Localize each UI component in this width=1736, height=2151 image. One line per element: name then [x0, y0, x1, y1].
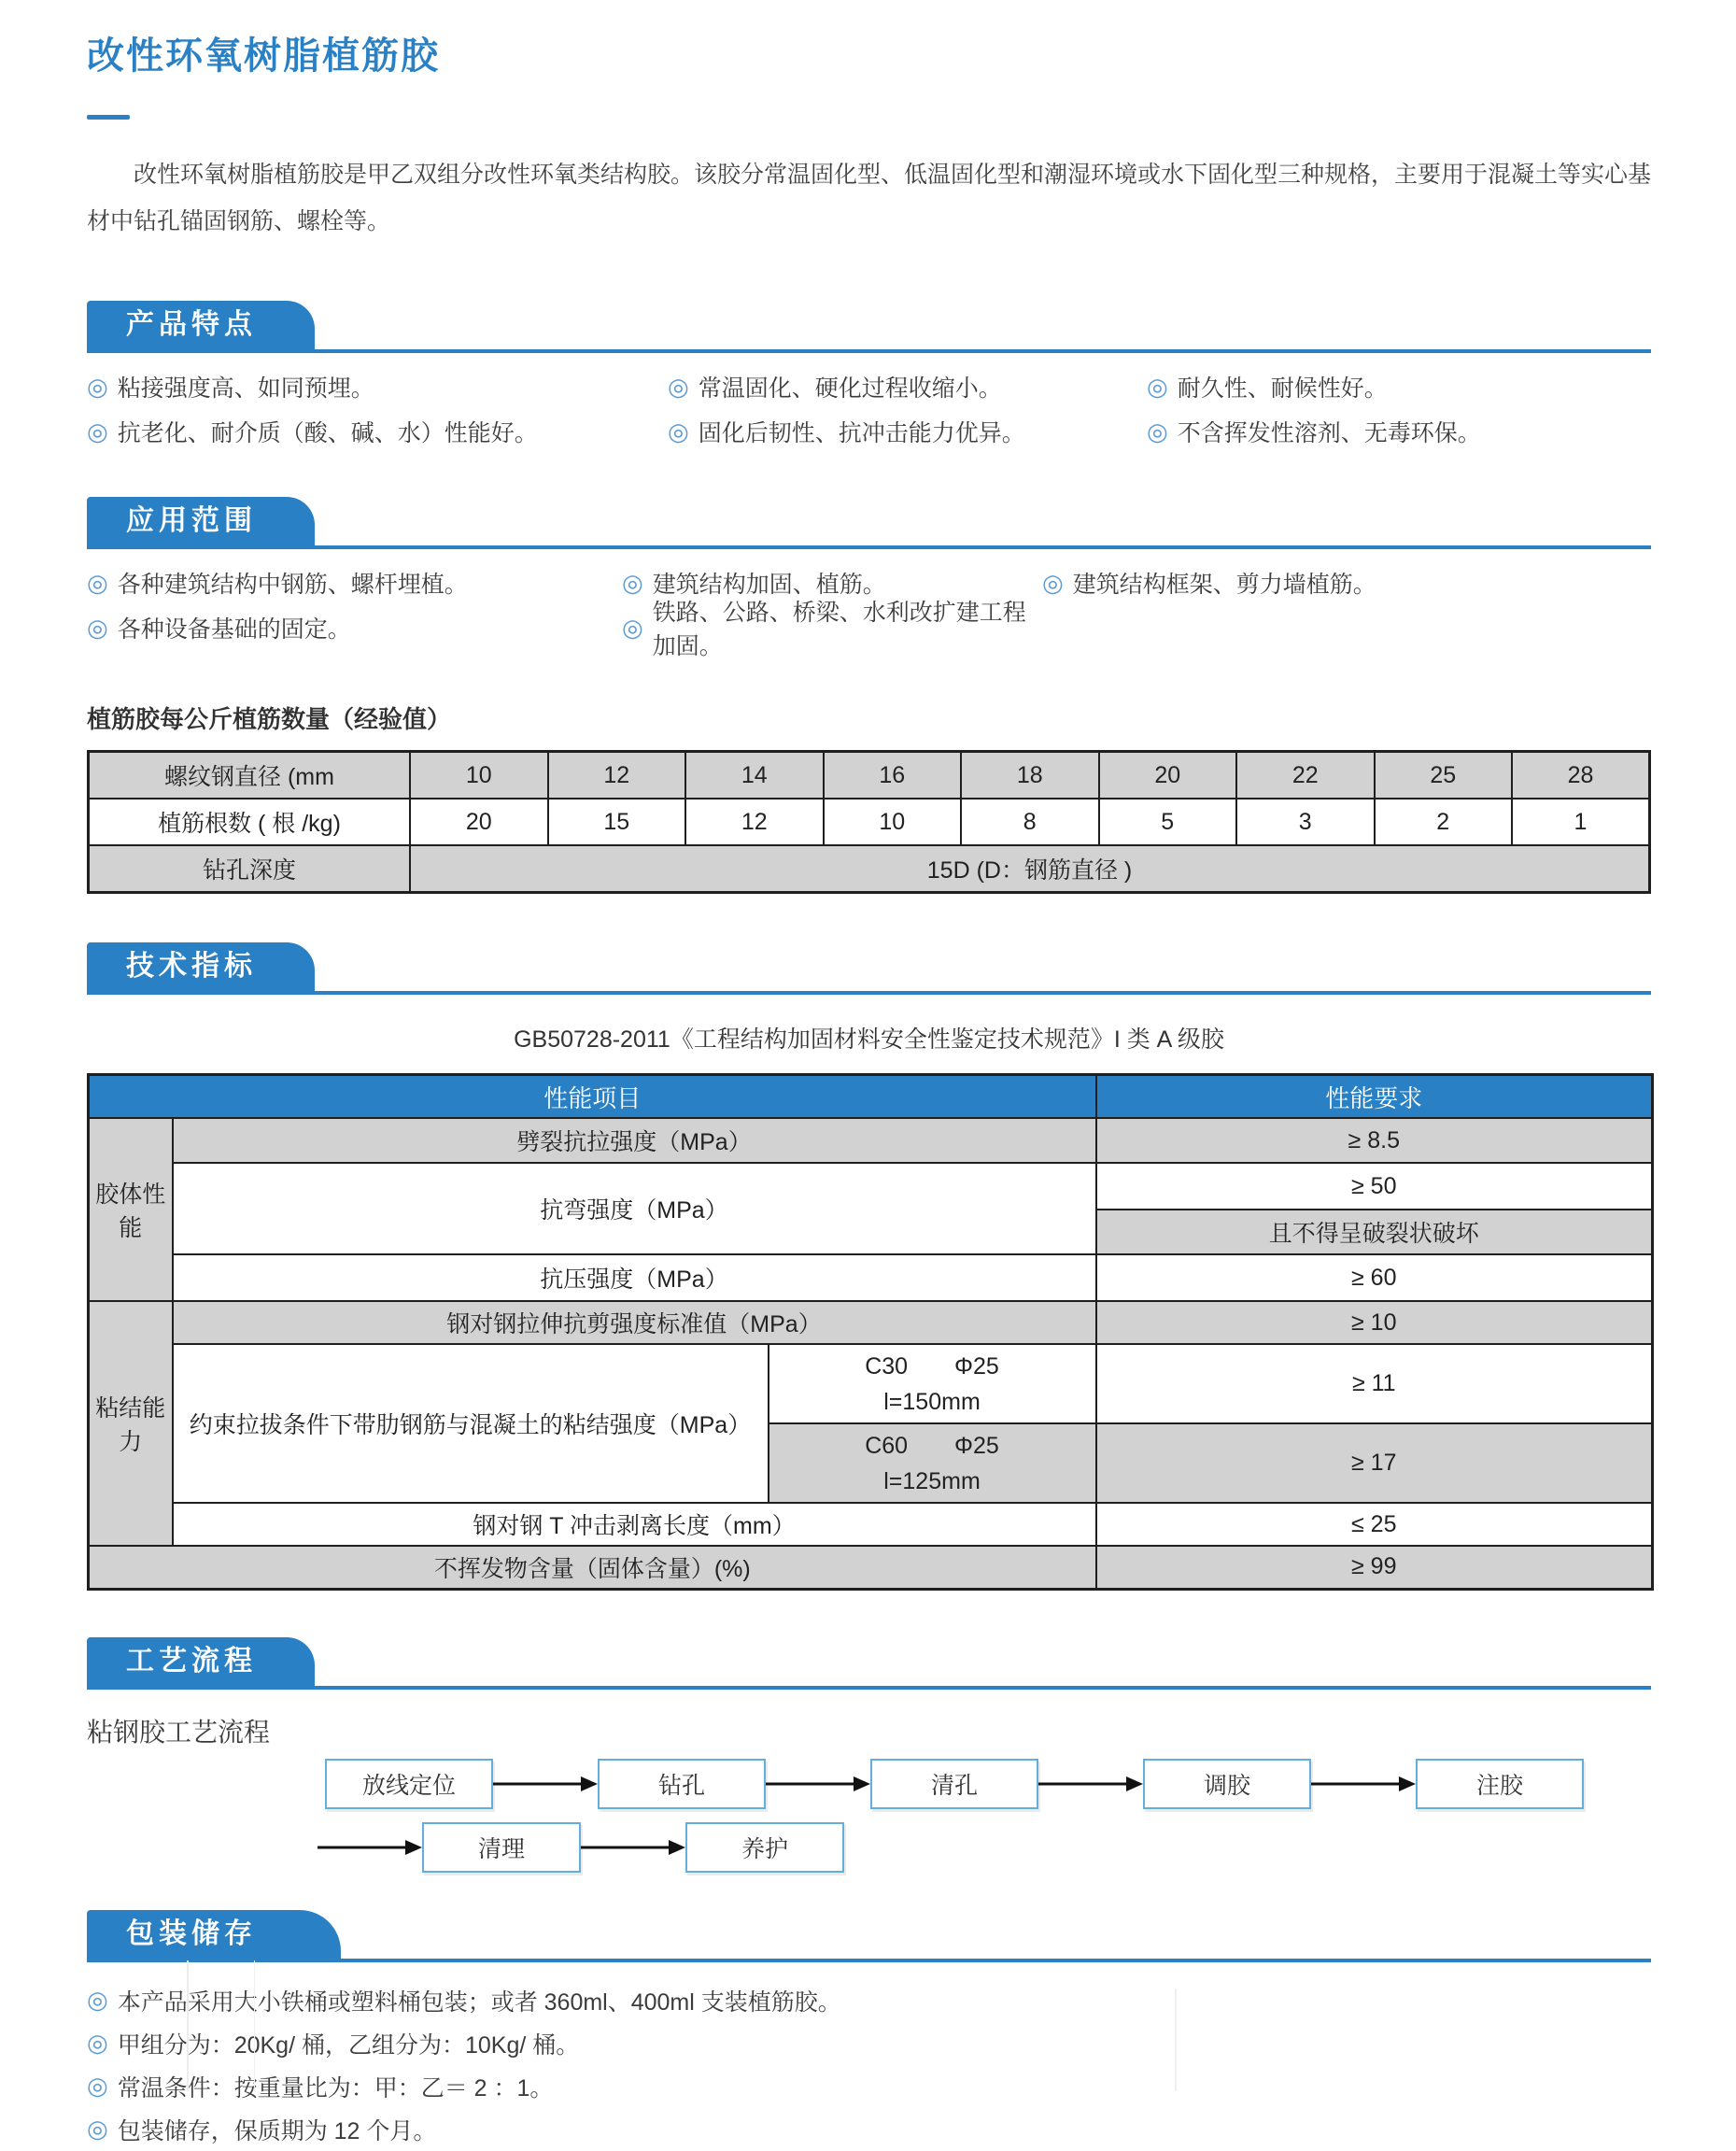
- section-tech-header: [87, 942, 1651, 995]
- application-text: 建筑结构框架、剪力墙植筋。: [1072, 572, 1376, 598]
- row-label-cell: 植筋根数 ( 根 /kg): [89, 799, 411, 845]
- list-item: [87, 1979, 1651, 2022]
- property-cell: 不挥发物含量（固体含量）(%): [89, 1546, 1096, 1589]
- diameter-cell: 20: [1099, 752, 1237, 800]
- standard-note: GB50728-2011《工程结构加固材料安全性鉴定技术规范》I 类 A 级胶: [514, 1026, 1224, 1053]
- tech-spec-table: [87, 1073, 1654, 1591]
- list-item: [87, 2022, 1651, 2065]
- list-item: [1147, 409, 1651, 454]
- bullseye-icon: ◎: [87, 372, 108, 401]
- intro-paragraph: 改性环氧树脂植筋胶是甲乙双组分改性环氧类结构胶。该胶分常温固化型、低温固化型和潮湿环境或水下固化型三种规格，主要用于混凝土等实心基材中钻孔锚固钢筋、螺栓等。: [87, 162, 1652, 234]
- header-req-cell: 性能要求: [1096, 1075, 1653, 1119]
- table-row: [89, 1118, 1653, 1163]
- bullseye-icon: ◎: [87, 613, 108, 642]
- feature-text: 固化后韧性、抗冲击能力优异。: [698, 420, 1025, 446]
- requirement-cell: ≥ 99: [1096, 1546, 1653, 1589]
- right-arrow-icon: [318, 1837, 422, 1858]
- list-item: [668, 409, 1147, 454]
- bullseye-icon: ◎: [87, 568, 108, 597]
- bullseye-icon: ◎: [87, 2115, 108, 2143]
- table-row: [89, 1344, 1653, 1423]
- flow-step-box: 养护: [685, 1822, 844, 1873]
- bullseye-icon: ◎: [87, 2072, 108, 2100]
- application-text: 建筑结构加固、植筋。: [652, 572, 886, 598]
- bullseye-icon: ◎: [622, 613, 643, 642]
- process-flow-row-1: [325, 1759, 1651, 1809]
- section-packaging-header: [87, 1910, 1651, 1962]
- application-text: 各种设备基础的固定。: [117, 616, 351, 643]
- bullseye-icon: ◎: [87, 2029, 108, 2057]
- bullseye-icon: ◎: [87, 417, 108, 446]
- flow-step-box: 清理: [422, 1822, 581, 1873]
- bullseye-icon: ◎: [668, 417, 689, 446]
- flow-step-box: 放线定位: [325, 1759, 493, 1809]
- list-item: [87, 2108, 1651, 2151]
- tech-badge: 技术指标: [87, 942, 315, 991]
- list-item: [668, 364, 1147, 409]
- title-dash-decoration: [87, 115, 130, 120]
- drill-depth-cell: 15D (D：钢筋直径 ): [410, 845, 1650, 893]
- condition-cell: [769, 1344, 1096, 1423]
- application-text: 铁路、公路、桥梁、水利改扩建工程加固。: [652, 600, 1026, 659]
- feature-text: 不含挥发性溶剂、无毒环保。: [1177, 420, 1481, 446]
- count-cell: 12: [685, 799, 824, 845]
- list-item: [87, 560, 622, 605]
- condition-cell: [769, 1423, 1096, 1503]
- table-row: [89, 752, 1650, 800]
- table-row: [89, 1254, 1653, 1301]
- process-flow-row-2: [318, 1822, 1651, 1873]
- requirement-cell: ≥ 50: [1096, 1163, 1653, 1210]
- feature-text: 常温固化、硬化过程收缩小。: [698, 375, 1002, 402]
- diameter-cell: 25: [1375, 752, 1513, 800]
- requirement-cell: ≥ 11: [1096, 1344, 1653, 1423]
- bullseye-icon: ◎: [87, 1986, 108, 2014]
- feature-text: 粘接强度高、如同预埋。: [117, 375, 374, 402]
- count-cell: 8: [961, 799, 1099, 845]
- features-list: [87, 364, 1651, 454]
- count-cell: 1: [1512, 799, 1650, 845]
- list-item: [1147, 364, 1651, 409]
- bullseye-icon: ◎: [622, 568, 643, 597]
- list-item: [87, 2065, 1651, 2108]
- condition-line: C60 Φ25: [865, 1432, 999, 1459]
- section-process-header: [87, 1637, 1651, 1690]
- group-cell: 胶体性能: [89, 1118, 173, 1301]
- rebar-table-title: 植筋胶每公斤植筋数量（经验值）: [87, 705, 452, 733]
- packaging-text: 甲组分为：20Kg/ 桶，乙组分为：10Kg/ 桶。: [117, 2031, 580, 2059]
- flow-step-box: 调胶: [1143, 1759, 1311, 1809]
- row-label-cell: 螺纹钢直径 (mm: [89, 752, 411, 800]
- list-item: [1042, 560, 1651, 605]
- page-title: 改性环氧树脂植筋胶: [87, 35, 440, 77]
- list-item: [87, 605, 622, 650]
- process-subtitle: 粘钢胶工艺流程: [87, 1717, 271, 1747]
- requirement-cell: ≥ 10: [1096, 1301, 1653, 1344]
- list-item: [622, 600, 1042, 659]
- property-cell: 劈裂抗拉强度（MPa）: [173, 1118, 1096, 1163]
- count-cell: 20: [410, 799, 548, 845]
- count-cell: 5: [1099, 799, 1237, 845]
- requirement-cell: ≥ 8.5: [1096, 1118, 1653, 1163]
- right-arrow-icon: [493, 1774, 598, 1794]
- bullseye-icon: ◎: [1147, 417, 1168, 446]
- group-cell: 粘结能力: [89, 1301, 173, 1546]
- bullseye-icon: ◎: [1147, 372, 1168, 401]
- count-cell: 3: [1236, 799, 1375, 845]
- flow-step-box: 注胶: [1416, 1759, 1584, 1809]
- diameter-cell: 12: [548, 752, 686, 800]
- section-applications-header: [87, 497, 1651, 549]
- condition-line: l=150mm: [883, 1388, 981, 1415]
- flow-step-box: 钻孔: [598, 1759, 766, 1809]
- feature-text: 耐久性、耐候性好。: [1177, 375, 1388, 402]
- diameter-cell: 28: [1512, 752, 1650, 800]
- diameter-cell: 16: [824, 752, 962, 800]
- right-arrow-icon: [1311, 1774, 1416, 1794]
- requirement-cell: ≥ 60: [1096, 1254, 1653, 1301]
- packaging-text: 包装储存，保质期为 12 个月。: [117, 2117, 437, 2144]
- list-item: [87, 364, 668, 409]
- property-cell: 钢对钢 T 冲击剥离长度（mm）: [173, 1503, 1096, 1546]
- rebar-count-table: [87, 750, 1651, 894]
- packaging-text: 常温条件：按重量比为：甲：乙＝ 2 ：1。: [117, 2074, 554, 2101]
- section-features-header: [87, 301, 1651, 353]
- table-header-row: [89, 1075, 1653, 1119]
- count-cell: 10: [824, 799, 962, 845]
- requirement-cell: 且不得呈破裂状破坏: [1096, 1210, 1653, 1254]
- table-row: [89, 1163, 1653, 1210]
- applications-list: [87, 560, 1651, 659]
- process-badge: 工艺流程: [87, 1637, 315, 1686]
- packaging-badge: 包装储存: [87, 1910, 341, 1959]
- flow-step-box: 清孔: [870, 1759, 1038, 1809]
- diameter-cell: 10: [410, 752, 548, 800]
- requirement-cell: ≤ 25: [1096, 1503, 1653, 1546]
- property-cell: 抗压强度（MPa）: [173, 1254, 1096, 1301]
- count-cell: 15: [548, 799, 686, 845]
- property-cell: 约束拉拔条件下带肋钢筋与混凝土的粘结强度（MPa）: [173, 1344, 769, 1503]
- right-arrow-icon: [1038, 1774, 1143, 1794]
- list-item: [87, 409, 668, 454]
- table-row: [89, 845, 1650, 893]
- applications-badge: 应用范围: [87, 497, 315, 545]
- header-item-cell: 性能项目: [89, 1075, 1096, 1119]
- bullseye-icon: ◎: [1042, 568, 1064, 597]
- datasheet-page: [0, 26, 1736, 2144]
- table-row: [89, 1546, 1653, 1589]
- right-arrow-icon: [581, 1837, 685, 1858]
- row-label-cell: 钻孔深度: [89, 845, 411, 893]
- application-text: 各种建筑结构中钢筋、螺杆埋植。: [117, 572, 468, 598]
- features-badge: 产品特点: [87, 301, 315, 349]
- table-row: [89, 1301, 1653, 1344]
- count-cell: 2: [1375, 799, 1513, 845]
- right-arrow-icon: [766, 1774, 870, 1794]
- table-row: [89, 1503, 1653, 1546]
- property-cell: 抗弯强度（MPa）: [173, 1163, 1096, 1254]
- table-row: [89, 799, 1650, 845]
- packaging-list: [87, 1979, 1651, 2151]
- condition-line: C30 Φ25: [865, 1352, 999, 1380]
- property-cell: 钢对钢拉伸抗剪强度标准值（MPa）: [173, 1301, 1096, 1344]
- requirement-cell: ≥ 17: [1096, 1423, 1653, 1503]
- diameter-cell: 18: [961, 752, 1099, 800]
- feature-text: 抗老化、耐介质（酸、碱、水）性能好。: [117, 420, 538, 446]
- diameter-cell: 14: [685, 752, 824, 800]
- bullseye-icon: ◎: [668, 372, 689, 401]
- diameter-cell: 22: [1236, 752, 1375, 800]
- condition-line: l=125mm: [883, 1467, 981, 1494]
- packaging-text: 本产品采用大小铁桶或塑料桶包装；或者 360ml、400ml 支装植筋胶。: [117, 1988, 841, 2016]
